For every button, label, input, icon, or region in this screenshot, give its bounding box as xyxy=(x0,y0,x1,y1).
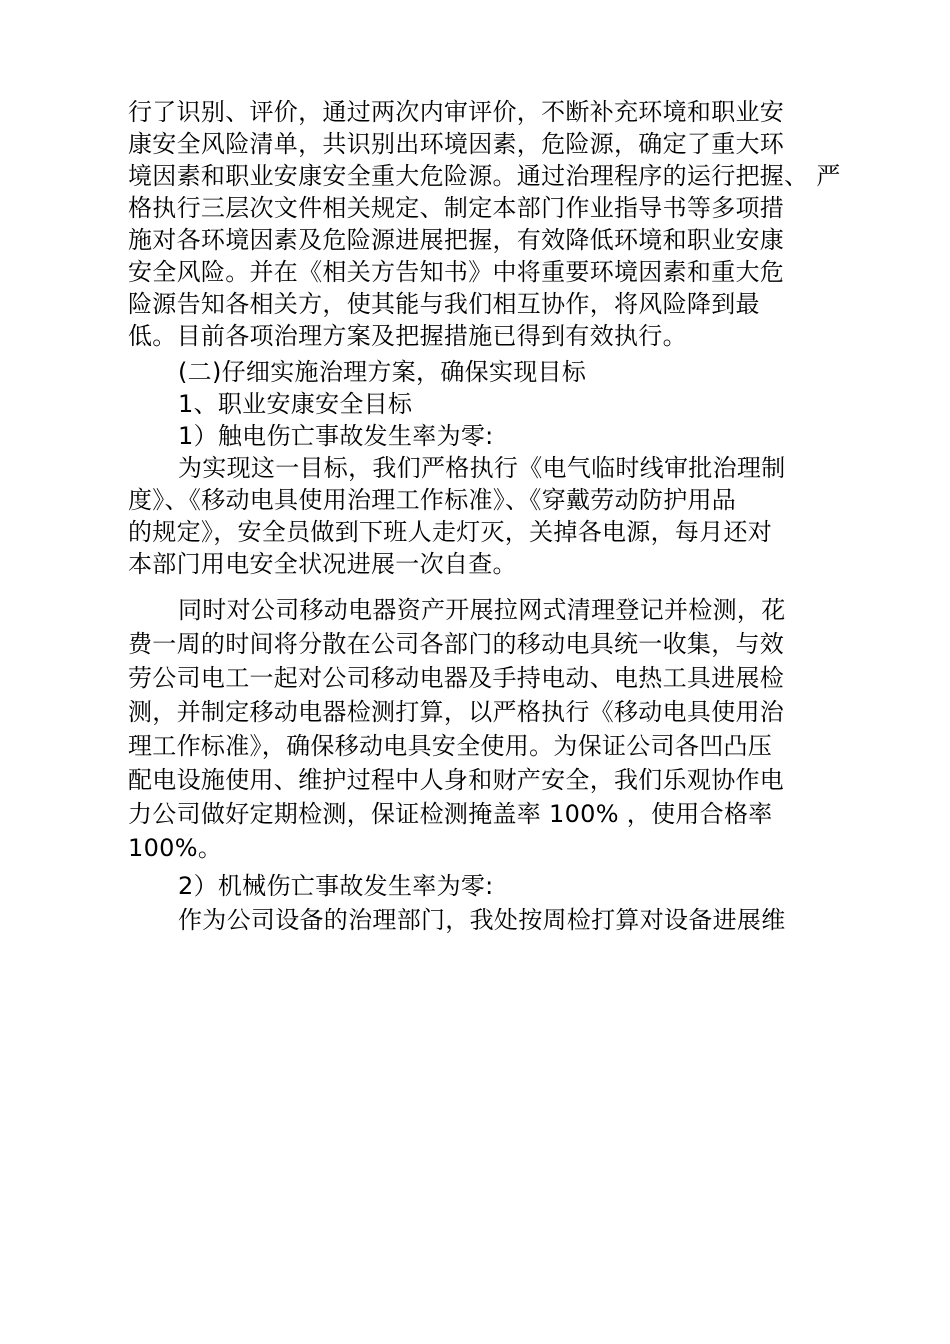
paragraph-line: 测，并制定移动电器检测打算，以严格执行《移动电具使用治 xyxy=(128,698,785,726)
paragraph-line: 行了识别、评价，通过两次内审评价，不断补充环境和职业安 xyxy=(128,98,785,126)
paragraph-line: 低。目前各项治理方案及把握措施已得到有效执行。 xyxy=(128,322,687,350)
item-heading: 2）机械伤亡事故发生率为零: xyxy=(178,872,494,900)
paragraph-line: 劳公司电工一起对公司移动电器及手持电动、电热工具进展检 xyxy=(128,664,785,692)
paragraph-line: 安全风险。并在《相关方告知书》中将重要环境因素和重大危 xyxy=(128,258,785,286)
paragraph-line: 费一周的时间将分散在公司各部门的移动电具统一收集，与效 xyxy=(128,630,785,658)
paragraph-line: 的规定》，安全员做到下班人走灯灭，关掉各电源，每月还对 xyxy=(128,518,773,546)
paragraph-line: 配电设施使用、维护过程中人身和财产安全，我们乐观协作电 xyxy=(128,766,785,794)
paragraph-line: 力公司做好定期检测，保证检测掩盖率 100% ，使用合格率 xyxy=(128,800,773,828)
paragraph-line: 康安全风险清单，共识别出环境因素，危险源，确定了重大环 xyxy=(128,130,785,158)
paragraph-line: 度》、《移动电具使用治理工作标准》、《穿戴劳动防护用品 xyxy=(128,486,737,514)
paragraph-line: 同时对公司移动电器资产开展拉网式清理登记并检测，花 xyxy=(178,596,786,624)
paragraph-line: 本部门用电安全状况进展一次自查。 xyxy=(128,550,517,578)
paragraph-line: 格执行三层次文件相关规定、制定本部门作业指导书等多项措 xyxy=(128,194,785,222)
paragraph-line: 为实现这一目标，我们严格执行《电气临时线审批治理制 xyxy=(178,454,786,482)
paragraph-line: 境因素和职业安康安全重大危险源。通过治理程序的运行把握、 严 xyxy=(128,162,841,190)
section-heading: (二)仔细实施治理方案，确保实现目标 xyxy=(178,358,587,386)
paragraph-line: 理工作标准》，确保移动电具安全使用。为保证公司各凹凸压 xyxy=(128,732,773,760)
subsection-heading: 1、职业安康安全目标 xyxy=(178,390,413,418)
paragraph-line: 作为公司设备的治理部门，我处按周检打算对设备进展维 xyxy=(178,906,786,934)
paragraph-line: 施对各环境因素及危险源进展把握，有效降低环境和职业安康 xyxy=(128,226,785,254)
paragraph-line: 100%。 xyxy=(128,834,223,862)
paragraph-line: 险源告知各相关方，使其能与我们相互协作，将风险降到最 xyxy=(128,290,760,318)
item-heading: 1）触电伤亡事故发生率为零: xyxy=(178,422,494,450)
